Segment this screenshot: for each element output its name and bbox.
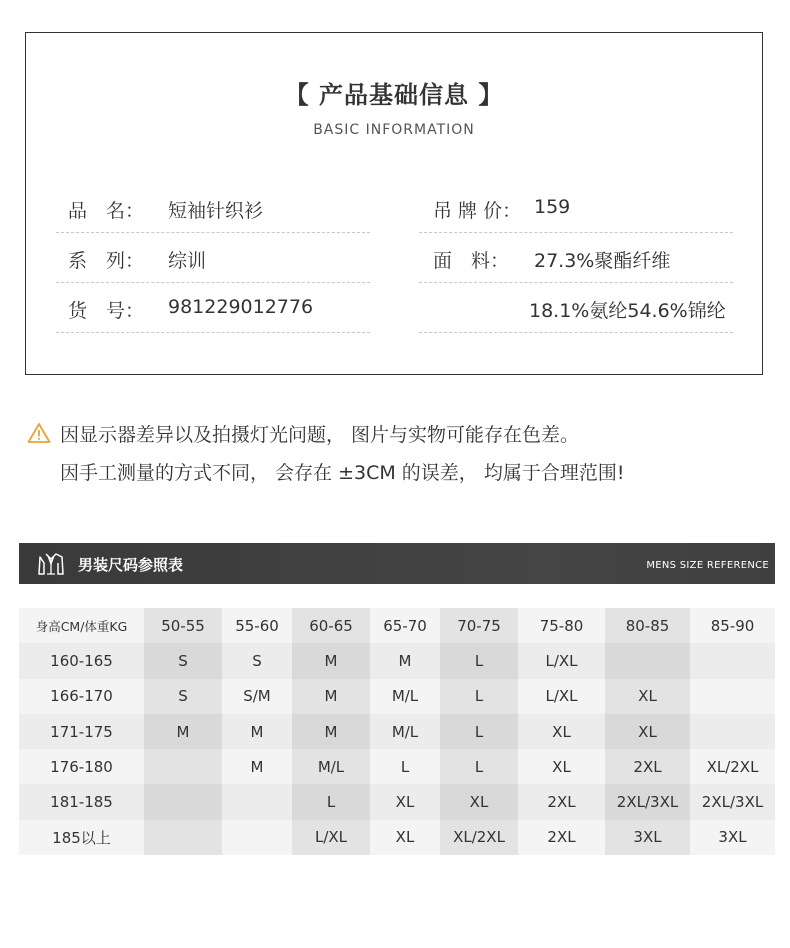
size-cell: 2XL — [518, 784, 605, 819]
size-cell: M/L — [292, 749, 370, 784]
info-label: 品 名： — [68, 200, 145, 222]
size-cell: M/L — [370, 679, 440, 714]
info-label: 系 列： — [68, 250, 145, 272]
size-cell: M — [292, 714, 370, 749]
size-cell: M — [222, 749, 292, 784]
size-cell: L/XL — [518, 679, 605, 714]
size-table — [19, 608, 775, 855]
table-row — [19, 749, 775, 784]
size-cell — [144, 784, 222, 819]
size-cell: M — [292, 643, 370, 678]
warning-triangle-icon — [27, 422, 51, 444]
size-cell: M/L — [370, 714, 440, 749]
size-chart-title: 男装尺码参照表 — [78, 556, 184, 574]
weight-header: 70-75 — [440, 608, 518, 643]
size-cell: S — [144, 679, 222, 714]
info-row-item-number — [56, 283, 370, 333]
notice-line-1: 因显示器差异以及拍摄灯光问题， 图片与实物可能存在色差。 — [60, 424, 580, 446]
size-chart-header — [19, 543, 775, 584]
basic-info-panel — [25, 32, 763, 375]
size-cell — [690, 679, 775, 714]
info-label: 面 料： — [433, 250, 510, 272]
info-value: 综训 — [168, 250, 207, 272]
size-cell: 3XL — [690, 820, 775, 855]
weight-header: 65-70 — [370, 608, 440, 643]
info-row-name — [56, 183, 370, 233]
info-value: 981229012776 — [168, 296, 314, 318]
size-cell: XL — [370, 784, 440, 819]
size-cell: 2XL/3XL — [690, 784, 775, 819]
info-value: 27.3%聚酯纤维 — [534, 250, 671, 272]
weight-header: 75-80 — [518, 608, 605, 643]
size-cell — [690, 643, 775, 678]
weight-header: 80-85 — [605, 608, 690, 643]
size-cell: M — [222, 714, 292, 749]
size-cell: XL — [605, 679, 690, 714]
info-label: 吊 牌 价： — [433, 200, 522, 222]
size-cell: S — [222, 643, 292, 678]
height-cell: 176-180 — [19, 749, 144, 784]
table-header-row — [19, 608, 775, 643]
table-row — [19, 714, 775, 749]
weight-header: 50-55 — [144, 608, 222, 643]
size-cell: L/XL — [518, 643, 605, 678]
size-cell: L — [440, 679, 518, 714]
info-row-fabric-continued — [419, 283, 733, 333]
size-cell — [144, 749, 222, 784]
size-cell: XL — [370, 820, 440, 855]
size-cell: S/M — [222, 679, 292, 714]
size-cell: 2XL/3XL — [605, 784, 690, 819]
height-cell: 185以上 — [19, 820, 144, 855]
info-row-series — [56, 233, 370, 283]
size-cell: 2XL — [605, 749, 690, 784]
mens-jacket-icon — [37, 552, 65, 576]
table-row — [19, 784, 775, 819]
size-cell: M — [292, 679, 370, 714]
size-cell: S — [144, 643, 222, 678]
size-cell: XL/2XL — [440, 820, 518, 855]
weight-header: 55-60 — [222, 608, 292, 643]
notice-line-2: 因手工测量的方式不同， 会存在 ±3CM 的误差， 均属于合理范围! — [60, 462, 625, 484]
size-cell: XL — [518, 714, 605, 749]
height-cell: 171-175 — [19, 714, 144, 749]
size-cell: XL — [518, 749, 605, 784]
height-cell: 181-185 — [19, 784, 144, 819]
info-label: 货 号： — [68, 300, 145, 322]
info-value: 短袖针织衫 — [168, 200, 264, 222]
size-cell: XL — [605, 714, 690, 749]
size-cell — [690, 714, 775, 749]
info-value: 18.1%氨纶54.6%锦纶 — [529, 300, 726, 322]
height-cell: 160-165 — [19, 643, 144, 678]
size-cell — [605, 643, 690, 678]
size-cell: 2XL — [518, 820, 605, 855]
weight-header: 85-90 — [690, 608, 775, 643]
size-cell — [144, 820, 222, 855]
table-row — [19, 643, 775, 678]
size-cell — [222, 820, 292, 855]
height-cell: 166-170 — [19, 679, 144, 714]
size-cell: M — [144, 714, 222, 749]
corner-label: 身高CM/体重KG — [19, 608, 144, 643]
size-cell: L — [440, 643, 518, 678]
size-cell: L — [440, 749, 518, 784]
size-chart-subtitle: MENS SIZE REFERENCE — [646, 560, 769, 571]
info-row-price — [419, 183, 733, 233]
table-row — [19, 820, 775, 855]
size-cell — [222, 784, 292, 819]
info-value: 159 — [534, 196, 571, 218]
size-cell: L/XL — [292, 820, 370, 855]
size-cell: L — [292, 784, 370, 819]
size-cell: L — [370, 749, 440, 784]
weight-header: 60-65 — [292, 608, 370, 643]
size-cell: XL/2XL — [690, 749, 775, 784]
size-cell: XL — [440, 784, 518, 819]
info-subtitle: BASIC INFORMATION — [313, 122, 475, 138]
info-row-fabric — [419, 233, 733, 283]
info-title: 【 产品基础信息 】 — [284, 81, 504, 109]
size-cell: M — [370, 643, 440, 678]
table-row — [19, 679, 775, 714]
size-cell: 3XL — [605, 820, 690, 855]
size-cell: L — [440, 714, 518, 749]
